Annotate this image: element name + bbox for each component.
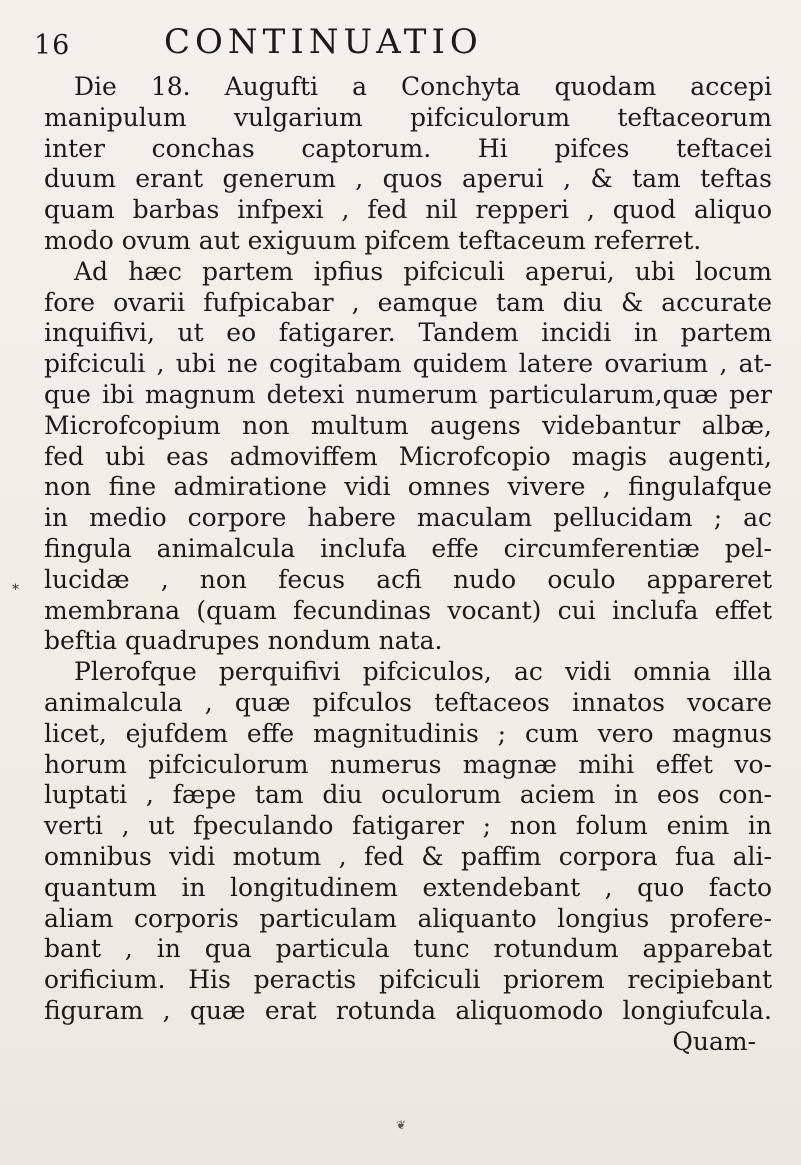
text-line: orificium. His peractis pifciculi priorem recipiebant bbox=[44, 965, 772, 995]
page-number: 16 bbox=[34, 30, 71, 61]
text-line: que ibi magnum detexi numerum particularum,quæ per bbox=[44, 379, 772, 409]
paragraph-2 bbox=[44, 257, 772, 657]
text-line: inquifivi, ut eo fatigarer. Tandem incidi in partem bbox=[44, 318, 772, 348]
page-header bbox=[26, 22, 775, 62]
text-line: in medio corpore habere maculam pellucidam ; ac bbox=[44, 503, 772, 533]
text-line: manipulum vulgarium pifciculorum teftaceorum bbox=[44, 102, 772, 132]
text-line: licet, ejufdem effe magnitudinis ; cum vero magnus bbox=[44, 718, 772, 748]
text-line: animalcula , quæ pifculos teftaceos innatos vocare bbox=[44, 687, 772, 717]
text-line: inter conchas captorum. Hi pifces teftacei bbox=[44, 133, 772, 163]
text-line: luptati , fæpe tam diu oculorum aciem in eos con- bbox=[44, 780, 772, 810]
text-line: fed ubi eas admoviffem Microfcopio magis augenti, bbox=[44, 441, 772, 471]
text-line: fore ovarii fufpicabar , eamque tam diu & accurate bbox=[44, 287, 772, 317]
text-line: Microfcopium non multum augens videbantur albæ, bbox=[44, 410, 772, 440]
text-line: fingula animalcula inclufa effe circumferentiæ pel- bbox=[44, 533, 772, 563]
paragraph-3 bbox=[44, 657, 772, 1027]
text-line: non fine admiratione vidi omnes vivere , fingulafque bbox=[44, 472, 772, 502]
text-line: Ad hæc partem ipfius pifciculi aperui, ubi locum bbox=[74, 256, 772, 286]
body-text bbox=[44, 72, 772, 1058]
text-line: modo ovum aut exiguum pifcem teftaceum referret. bbox=[44, 225, 702, 255]
text-line: horum pifciculorum numerus magnæ mihi effet vo- bbox=[44, 749, 772, 779]
text-line: beftia quadrupes nondum nata. bbox=[44, 626, 443, 656]
text-line: membrana (quam fecundinas vocant) cui inclufa effet bbox=[44, 595, 772, 625]
text-line: lucidæ , non fecus acfi nudo oculo appareret bbox=[44, 564, 772, 594]
text-line: quam barbas infpexi , fed nil repperi , quod aliquo bbox=[44, 195, 772, 225]
text-line: bant , in qua particula tunc rotundum apparebat bbox=[44, 934, 772, 964]
text-line: verti , ut fpeculando fatigarer ; non folum enim in bbox=[44, 811, 772, 841]
running-title: CONTINUATIO bbox=[164, 22, 483, 62]
margin-star-mark: * bbox=[12, 582, 19, 598]
signature-ornament: ❦ bbox=[396, 1118, 407, 1132]
text-line: quantum in longitudinem extendebant , quo facto bbox=[44, 872, 772, 902]
text-line: figuram , quæ erat rotunda aliquomodo longiufcula. bbox=[44, 995, 772, 1025]
paragraph-1 bbox=[44, 72, 772, 257]
text-line: Plerofque perquifivi pifciculos, ac vidi omnia illa bbox=[74, 657, 772, 687]
catchword: Quam- bbox=[672, 1026, 756, 1056]
text-line: omnibus vidi motum , fed & paffim corpora fua ali- bbox=[44, 841, 772, 871]
text-line: duum erant generum , quos aperui , & tam teftas bbox=[44, 164, 772, 194]
text-line: aliam corporis particulam aliquanto longius profere- bbox=[44, 903, 772, 933]
text-line: pifciculi , ubi ne cogitabam quidem latere ovarium , at- bbox=[44, 349, 772, 379]
text-line: Die 18. Augufti a Conchyta quodam accepi bbox=[74, 72, 772, 101]
